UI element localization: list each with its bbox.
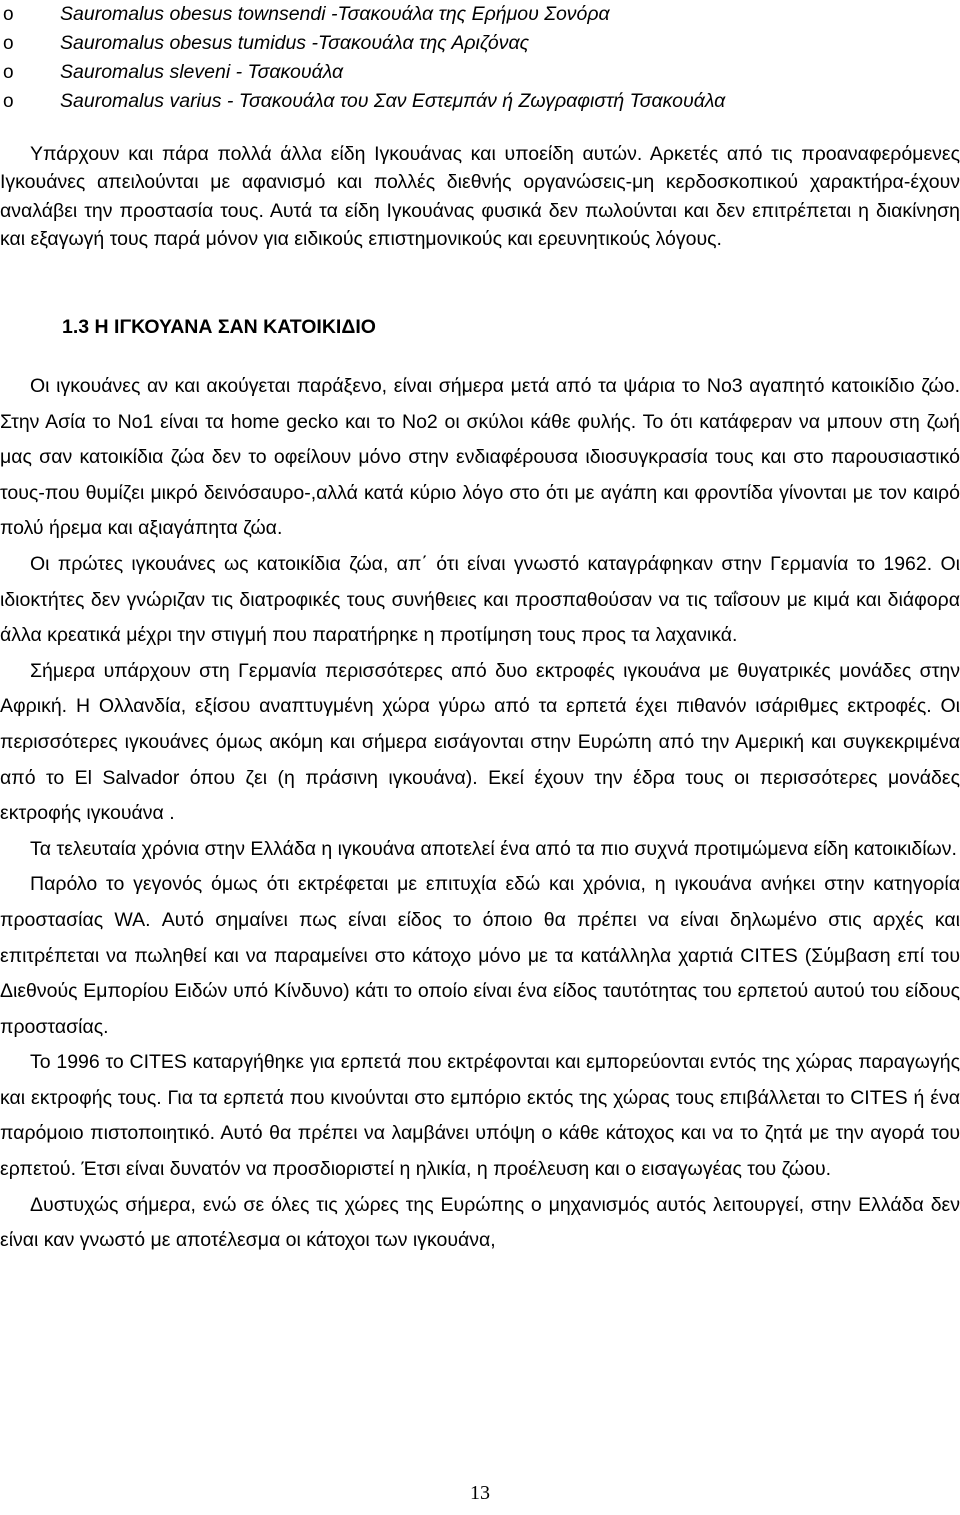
body-paragraph: Το 1996 το CITES καταργήθηκε για ερπετά που εκτρέφονται και εμπορεύονται εντός της χώρας παραγωγής και εκτροφής τους. Για τα ερπετά που κινούνται στο εμπόριο εκτός της χώρας τους επιβάλλεται το CITES ή ένα παρόμοιο πιστοποιητικό. Αυτό θα πρέπει να λαμβάνει υπόψη ο κάθε κάτοχος και να το ζητά με την αγορά του ερπετού. Έτσι είναι δυνατόν να προσδιοριστεί η ηλικία, η προέλευση και ο εισαγωγέας του ζώου. <box>0 1051 960 1181</box>
species-list-item <box>0 87 960 116</box>
body-paragraph: Οι πρώτες ιγκουάνες ως κατοικίδια ζώα, απ΄ ότι είναι γνωστό καταγράφηκαν στην Γερμανία το 1962. Οι ιδιοκτήτες δεν γνώριζαν τις διατροφικές τους συνήθειες και προσπαθούσαν να τις ταΐσουν με κιμά και διάφορα άλλα κρεατικά μέχρι την στιγμή που παρατήρηκε η προτίμηση τους προς τα λαχανικά. <box>0 552 960 647</box>
bullet-marker: o <box>3 62 14 83</box>
intro-section <box>0 140 960 253</box>
species-name: Sauromalus varius - Τσακουάλα του Σαν Εστεμπάν ή Ζωγραφιστή Τσακουάλα <box>60 90 726 112</box>
body-paragraph: Τα τελευταία χρόνια στην Ελλάδα η ιγκουάνα αποτελεί ένα από τα πιο συχνά προτιμώμενα είδη κατοικιδίων. <box>30 837 957 860</box>
body-paragraph: Σήμερα υπάρχουν στη Γερμανία περισσότερες από δυο εκτροφές ιγκουάνα με θυγατρικές μονάδες στην Αφρική. Η Ολλανδία, εξίσου αναπτυγμένη χώρα γύρω από τα ερπετά έχει πιθανόν ισάριθμες εκτροφές. Οι περισσότερες ιγκουάνες όμως ακόμη και σήμερα εισάγονται στην Ευρώπη από την Αμερική και συγκεκριμένα από το El Salvador όπου ζει (η πράσινη ιγκουάνα). Εκεί έχουν την έδρα τους οι περισσότερες μονάδες εκτροφής ιγκουάνα . <box>0 659 960 825</box>
species-list-item <box>0 29 960 58</box>
species-list <box>0 0 960 116</box>
species-name: Sauromalus obesus tumidus -Τσακουάλα της Αριζόνας <box>60 32 530 54</box>
section-heading: 1.3 Η ΙΓΚΟΥΑΝΑ ΣΑΝ ΚΑΤΟΙΚΙΔΙΟ <box>62 316 376 338</box>
species-name: Sauromalus obesus townsendi -Τσακουάλα της Ερήμου Σονόρα <box>60 3 610 25</box>
bullet-marker: o <box>3 4 14 25</box>
body-paragraph: Παρόλο το γεγονός όμως ότι εκτρέφεται με επιτυχία εδώ και χρόνια, η ιγκουάνα ανήκει στην κατηγορία προστασίας WA. Αυτό σημαίνει πως είναι είδος το όποιο θα πρέπει να είναι δηλωμένο στις αρχές και επιτρέπεται να πωληθεί και να παραμείνει στο κάτοχο μόνο με τα κατάλληλα χαρτιά CITES (Σύμβαση επί του Διεθνούς Εμπορίου Ειδών υπό Κίνδυνο) κάτι το οποίο είναι ένα είδος ταυτότητας του ερπετού αυτού του είδους προστασίας. <box>0 873 960 1038</box>
body-paragraph: Οι ιγκουάνες αν και ακούγεται παράξενο, είναι σήμερα μετά από τα ψάρια το Νο3 αγαπητό κατοικίδιο ζώο. Στην Ασία το Νο1 είναι τα home gecko και το Νο2 οι σκύλοι κάθε φυλής. Το ότι κατάφεραν να μπουν στη ζωή μας σαν κατοικίδια ζώα δεν το οφείλουν μόνο στην ενδιαφέρουσα ιδιοσυγκρασία τους και στο παρουσιαστικό τους-που θυμίζει μικρό δεινόσαυρο-,αλλά κατά κύριο λόγο στο ότι με αγάπη και φροντίδα γίνονται με τον καιρό πολύ ήρεμα και αξιαγάπητα ζώα. <box>0 375 960 540</box>
page-number: 13 <box>470 1482 490 1504</box>
body-paragraph: Δυστυχώς σήμερα, ενώ σε όλες τις χώρες της Ευρώπης ο μηχανισμός αυτός λειτουργεί, στην Ελλάδα δεν είναι καν γνωστό με αποτέλεσμα οι κάτοχοι των ιγκουάνα, <box>0 1193 960 1252</box>
bullet-marker: o <box>3 91 14 112</box>
species-list-item <box>0 58 960 87</box>
bullet-marker: o <box>3 33 14 54</box>
species-name: Sauromalus sleveni - Τσακουάλα <box>60 61 344 83</box>
section-body <box>0 369 960 1259</box>
species-list-item <box>0 0 960 29</box>
intro-paragraph: Υπάρχουν και πάρα πολλά άλλα είδη Ιγκουάνας και υποείδη αυτών. Αρκετές από τις προαναφερόμενες Ιγκουάνες απειλούνται με αφανισμό και πολλές διεθνής οργανώσεις-μη κερδοσκοπικού χαρακτήρα-έχουν αναλάβει την προστασία τους. Αυτά τα είδη Ιγκουάνας φυσικά δεν πωλούνται και δεν επιτρέπεται η διακίνηση και εξαγωγή τους παρά μόνον για ειδικούς επιστημονικούς και ερευνητικούς λόγους. <box>0 143 960 250</box>
